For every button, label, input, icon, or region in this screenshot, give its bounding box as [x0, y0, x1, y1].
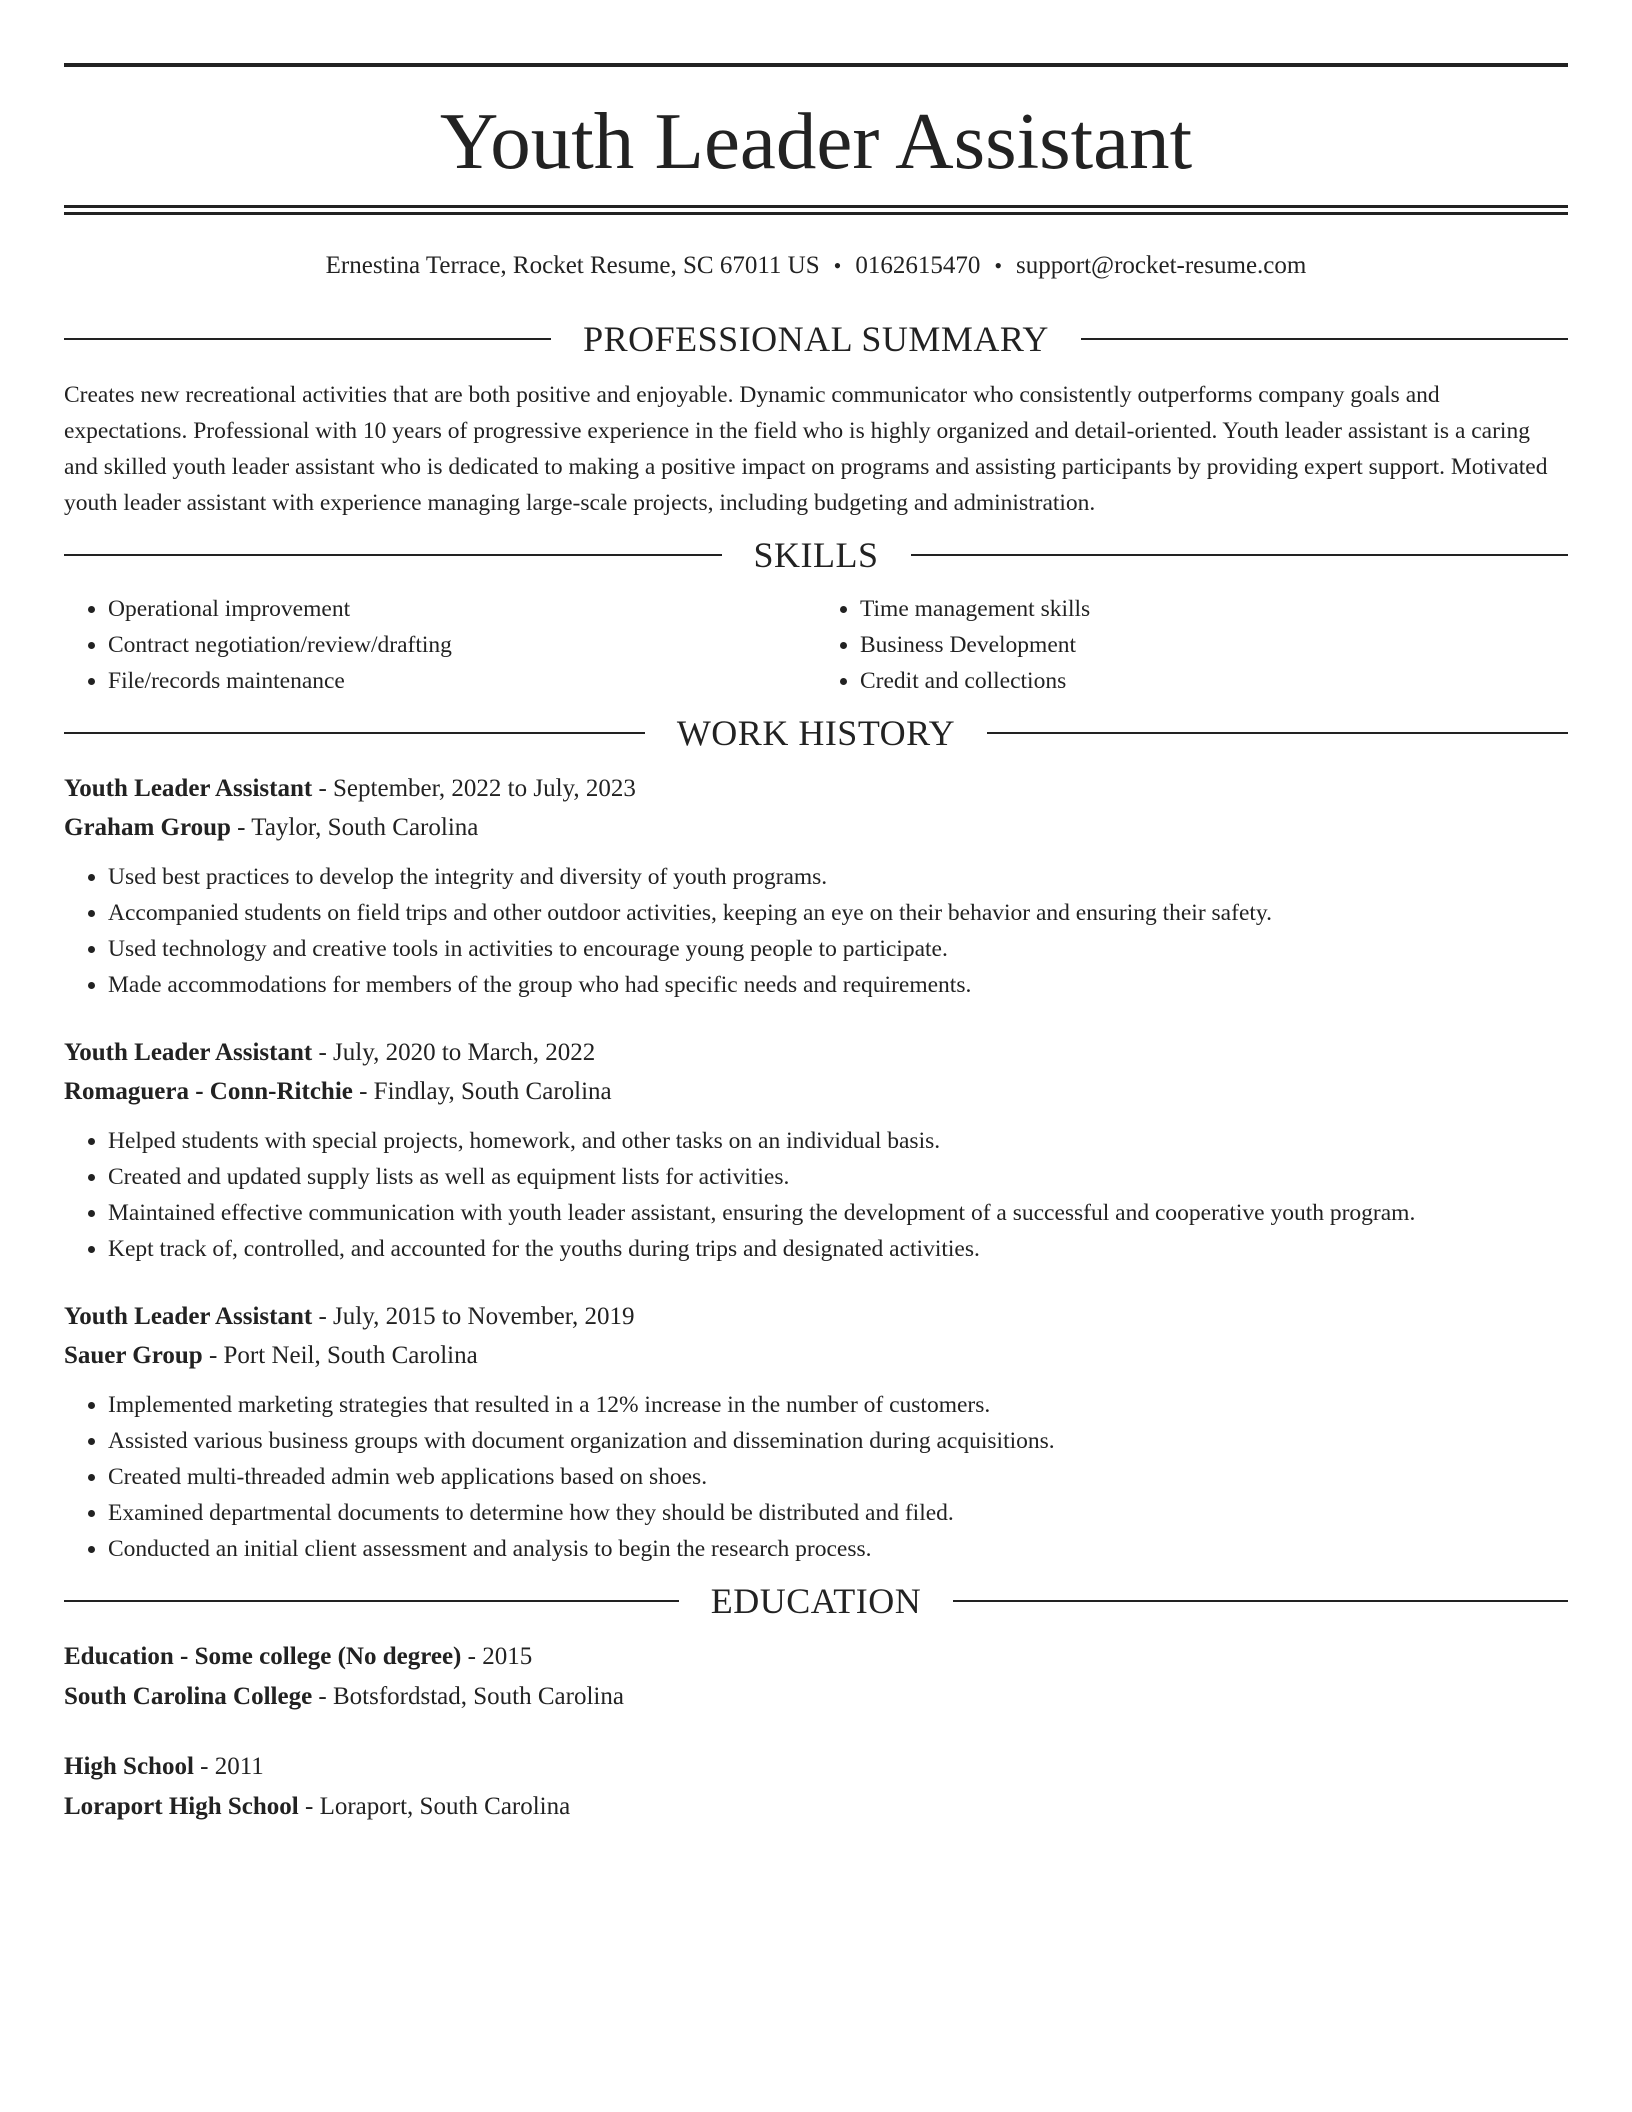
section-title-education: EDUCATION	[710, 1581, 922, 1621]
skill-item: • File/records maintenance	[108, 663, 816, 699]
job-company: Sauer Group	[64, 1342, 203, 1369]
job-title-line	[64, 1033, 1568, 1072]
contact-phone: 0162615470	[855, 252, 981, 279]
job-bullets	[64, 859, 1568, 1003]
education-degree: High School	[64, 1753, 194, 1780]
separator-bullet: •	[833, 253, 842, 278]
job-bullet: • Examined departmental documents to determine how they should be distributed and filed.	[108, 1495, 1568, 1531]
top-rule	[64, 63, 1568, 67]
section-header-summary	[64, 319, 1568, 359]
education-school-line	[64, 1787, 1568, 1827]
job-bullets	[64, 1387, 1568, 1567]
job-title: Youth Leader Assistant	[64, 1303, 313, 1330]
section-rule	[987, 732, 1568, 734]
education-year: - 2011	[193, 1753, 264, 1780]
skills-column-right	[816, 591, 1568, 699]
job-company: Graham Group	[64, 814, 231, 841]
education-degree-line	[64, 1747, 1568, 1787]
job-company-line	[64, 808, 1568, 847]
education-year: - 2015	[461, 1643, 533, 1670]
job-bullet: • Kept track of, controlled, and accounted for the youths during trips and designated activities.	[108, 1231, 1568, 1267]
skill-item: • Time management skills	[860, 591, 1568, 627]
job-title: Youth Leader Assistant	[64, 775, 313, 802]
job-location: - Port Neil, South Carolina	[202, 1342, 478, 1369]
job-entry	[64, 769, 1568, 1003]
summary-text: Creates new recreational activities that are both positive and enjoyable. Dynamic communicator who consistently outperforms company goals and expectations. Professional with 10 years of progressive experience in the field who is highly organized and detail-oriented. Youth leader assistant is a caring and skilled youth leader assistant who is dedicated to making a positive impact on programs and assisting participants by providing expert support. Motivated youth leader assistant with experience managing large-scale projects, including budgeting and administration.	[64, 382, 1548, 516]
title-double-rule	[64, 205, 1568, 215]
section-header-work	[64, 713, 1568, 753]
job-bullet: • Maintained effective communication with youth leader assistant, ensuring the development of a successful and cooperative youth program.	[108, 1195, 1568, 1231]
education-degree-line	[64, 1637, 1568, 1677]
education-entry	[64, 1747, 1568, 1827]
section-title-skills: SKILLS	[753, 535, 879, 575]
job-dates: - July, 2020 to March, 2022	[312, 1039, 596, 1066]
skill-item: • Credit and collections	[860, 663, 1568, 699]
contact-email: support@rocket-resume.com	[1016, 252, 1307, 279]
skills-list	[64, 591, 1568, 699]
job-bullet: • Created multi-threaded admin web applications based on shoes.	[108, 1459, 1568, 1495]
education-location: - Loraport, South Carolina	[298, 1793, 571, 1820]
resume-title: Youth Leader Assistant	[439, 96, 1193, 186]
section-header-skills	[64, 535, 1568, 575]
section-rule	[911, 554, 1569, 556]
section-rule	[1081, 338, 1568, 340]
skill-item: • Contract negotiation/review/drafting	[108, 627, 816, 663]
education-location: - Botsfordstad, South Carolina	[312, 1683, 624, 1710]
contact-line	[64, 251, 1568, 281]
job-title-line	[64, 769, 1568, 808]
job-bullet: • Created and updated supply lists as well as equipment lists for activities.	[108, 1159, 1568, 1195]
job-bullet: • Accompanied students on field trips and other outdoor activities, keeping an eye on their behavior and ensuring their safety.	[108, 895, 1568, 931]
job-company-line	[64, 1336, 1568, 1375]
job-bullet: • Implemented marketing strategies that resulted in a 12% increase in the number of customers.	[108, 1387, 1568, 1423]
job-bullet: • Assisted various business groups with document organization and dissemination during acquisitions.	[108, 1423, 1568, 1459]
skill-item: • Operational improvement	[108, 591, 816, 627]
section-header-education	[64, 1581, 1568, 1621]
section-title-summary: PROFESSIONAL SUMMARY	[583, 319, 1049, 359]
job-location: - Findlay, South Carolina	[352, 1078, 612, 1105]
job-company: Romaguera - Conn-Ritchie	[64, 1078, 353, 1105]
skill-item: • Business Development	[860, 627, 1568, 663]
job-bullet: • Conducted an initial client assessment and analysis to begin the research process.	[108, 1531, 1568, 1567]
section-rule	[64, 554, 722, 556]
section-rule	[64, 732, 645, 734]
job-entry	[64, 1297, 1568, 1567]
section-rule	[64, 338, 551, 340]
skills-column-left	[64, 591, 816, 699]
job-dates: - July, 2015 to November, 2019	[312, 1303, 635, 1330]
job-company-line	[64, 1072, 1568, 1111]
job-dates: - September, 2022 to July, 2023	[312, 775, 636, 802]
job-entry	[64, 1033, 1568, 1267]
contact-address: Ernestina Terrace, Rocket Resume, SC 67011 US	[325, 252, 820, 279]
job-bullet: • Used best practices to develop the integrity and diversity of youth programs.	[108, 859, 1568, 895]
education-school: Loraport High School	[64, 1793, 299, 1820]
job-title: Youth Leader Assistant	[64, 1039, 313, 1066]
job-location: - Taylor, South Carolina	[230, 814, 479, 841]
education-school: South Carolina College	[64, 1683, 313, 1710]
section-title-work: WORK HISTORY	[676, 713, 956, 753]
education-entry	[64, 1637, 1568, 1717]
job-bullet: • Helped students with special projects, homework, and other tasks on an individual basis.	[108, 1123, 1568, 1159]
section-rule	[953, 1600, 1568, 1602]
job-bullet: • Made accommodations for members of the group who had specific needs and requirements.	[108, 967, 1568, 1003]
section-rule	[64, 1600, 679, 1602]
education-school-line	[64, 1677, 1568, 1717]
job-title-line	[64, 1297, 1568, 1336]
education-degree: Education - Some college (No degree)	[64, 1643, 462, 1670]
separator-bullet: •	[994, 253, 1003, 278]
job-bullets	[64, 1123, 1568, 1267]
job-bullet: • Used technology and creative tools in activities to encourage young people to participate.	[108, 931, 1568, 967]
